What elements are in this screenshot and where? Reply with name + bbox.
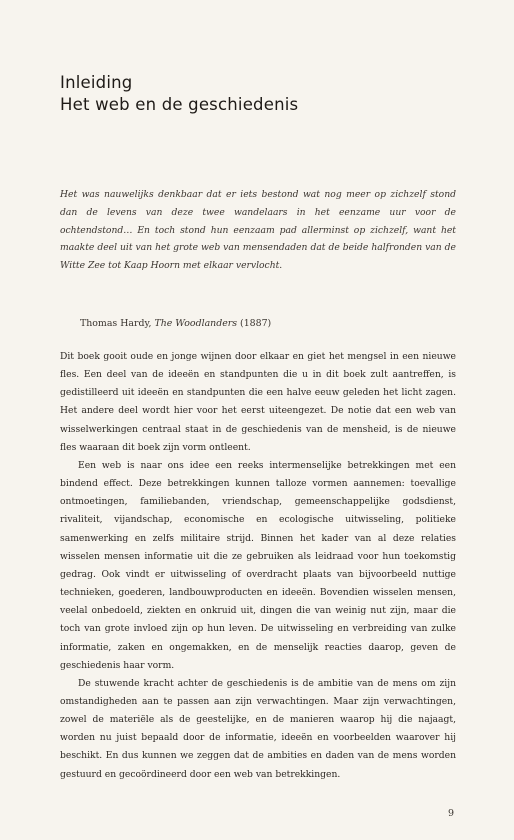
- epigraph-attribution: [80, 316, 271, 332]
- chapter-title: Het web en de geschiedenis: [60, 95, 299, 114]
- epigraph-text: Het was nauwelijks denkbaar dat er iets bestond wat nog meer op zichzelf stond dan de levens van deze twee wandelaars in het eenzame uur voor de ochtendstond… En toch stond hun eenzaam pad allerminst op zichzelf, want het maakte deel uit van het grote web van mensendaden dat de beide halfronden van de Witte Zee tot Kaap Hoorn met elkaar vervlocht.: [60, 189, 456, 272]
- paragraph-3: De stuwende kracht achter de geschiedenis is de ambitie van de mens om zijn omstandigheden aan te passen aan zijn verwachtingen. Maar zijn verwachtingen, zowel de materiële als de geestelijke, en de manieren waarop hij die najaagt, worden nu juist bepaald door de informatie, ideeën en voorbeelden waarover hij beschikt. En dus kunnen we zeggen dat de ambities en daden van de mens worden gestuurd en gecoördineerd door een web van betrekkingen.: [60, 677, 456, 780]
- chapter-label: Inleiding: [60, 73, 133, 92]
- page-number: 9: [447, 808, 454, 819]
- chapter-heading: [60, 72, 298, 116]
- epigraph: [60, 186, 456, 275]
- attribution-work: The Woodlanders: [154, 318, 238, 329]
- attribution-year: (1887): [240, 318, 272, 329]
- body-text: [60, 348, 456, 784]
- attribution-author: Thomas Hardy,: [80, 318, 152, 329]
- paragraph-1: Dit boek gooit oude en jonge wijnen door elkaar en giet het mengsel in een nieuwe fles. Een deel van de ideeën en standpunten die u in dit boek zult aantreffen, is gedistilleerd uit ideeën en standpunten die een halve eeuw geleden het licht zagen. Het andere deel wordt hier voor het eerst uiteengezet. De notie dat een web van wisselwerkingen centraal staat in de geschiedenis van de mensheid, is de nieuwe fles waaraan dit boek zijn vorm ontleent.: [60, 351, 456, 453]
- paragraph-2: Een web is naar ons idee een reeks intermenselijke betrekkingen met een bindend effect. Deze betrekkingen kunnen talloze vormen aannemen: toevallige ontmoetingen, familiebanden, vriendschap, gemeenschappelijke godsdienst, rivaliteit, vijandschap, economische en ecologische uitwisseling, politieke samenwerking en zelfs militaire strijd. Binnen het kader van al deze relaties wisselen mensen informatie uit die ze gebruiken als leidraad voor hun toekomstig gedrag. Ook vindt er uitwisseling of overdracht plaats van bijvoorbeeld nuttige technieken, goederen, landbouwproducten en ideeën. Bovendien wisselen mensen, veelal onbedoeld, ziekten en onkruid uit, dingen die van weinig nut zijn, maar die toch van grote invloed zijn op hun leven. De uitwisseling en verbreiding van zulke informatie, zaken en ongemakken, en de menselijk reacties daarop, geven de geschiedenis haar vorm.: [60, 459, 456, 671]
